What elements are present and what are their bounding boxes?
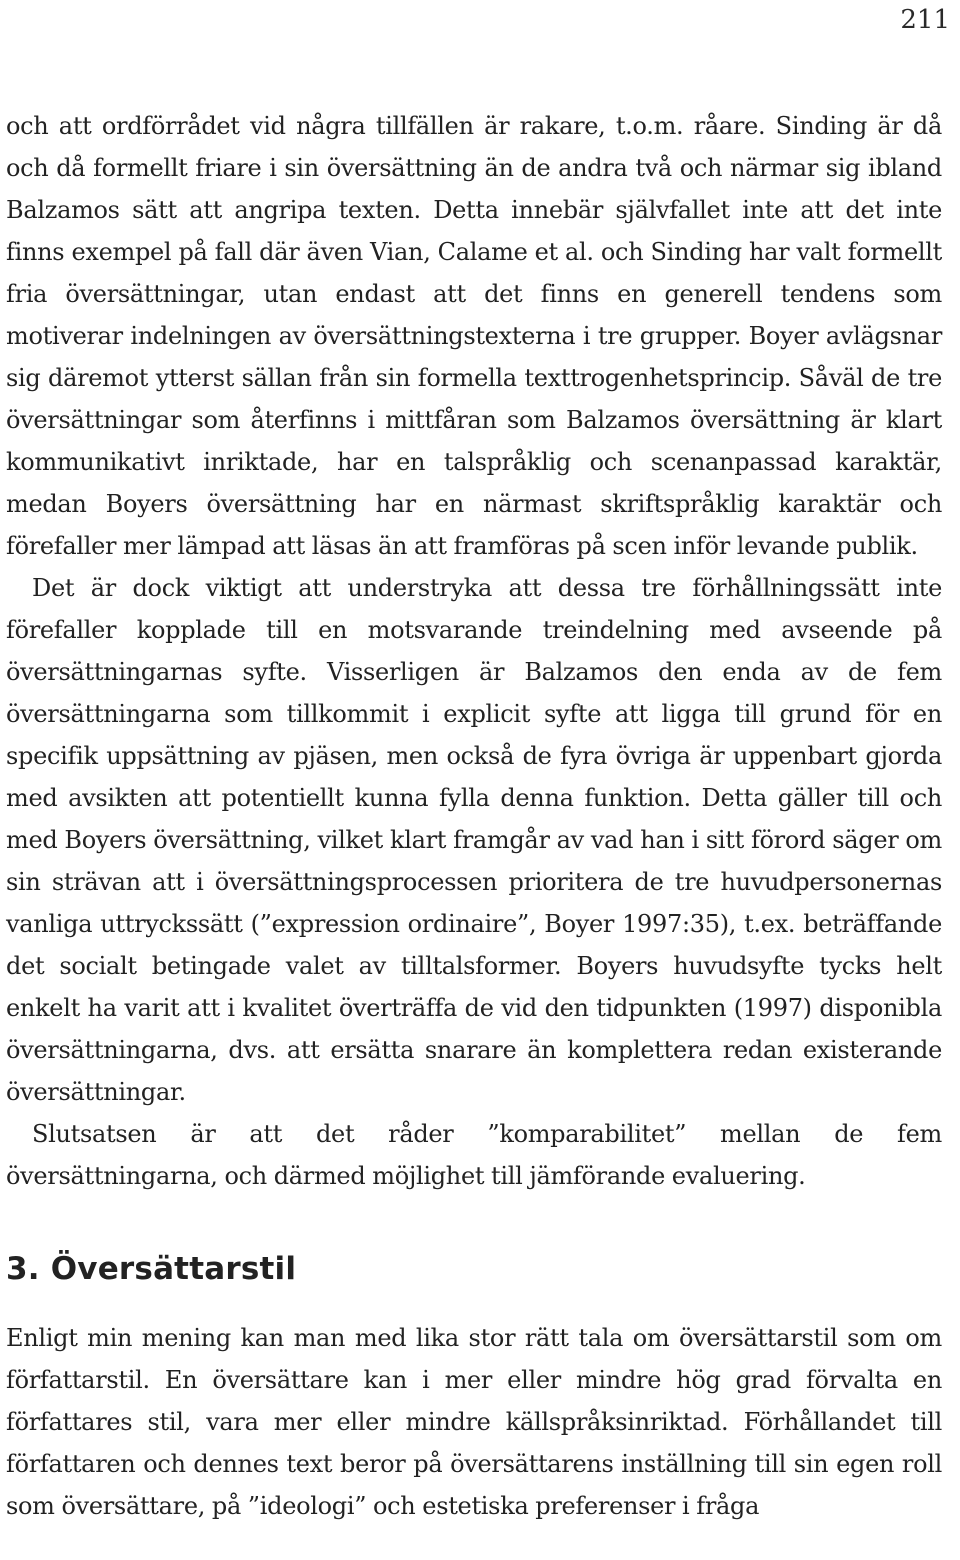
section-paragraph-1: Enligt min mening kan man med lika stor rätt tala om översättarstil som om författarstil. En översättare kan i mer eller mindre hög grad förvalta en författares stil, vara mer eller mindre källspråksinriktad. Förhållandet till författaren och dennes text beror på översättarens inställning till sin egen roll som översättare, på ”ideologi” och estetiska preferenser i fråga [6,1324,942,1520]
body-paragraph-2: Det är dock viktigt att understryka att dessa tre förhållningssätt inte förefaller kopplade till en motsvarande treindelning med avseende på översättningarnas syfte. Visserligen är Balzamos den enda av de fem översättningarna som tillkommit i explicit syfte att ligga till grund för en specifik uppsättning av pjäsen, men också de fyra övriga är uppenbart gjorda med avsikten att potentiellt kunna fylla denna funktion. Detta gäller till och med Boyers översättning, vilket klart framgår av vad han i sitt förord säger om sin strävan att i översättningsprocessen prioritera de tre huvudpersonernas vanliga uttryckssätt (”expression ordinaire”, Boyer 1997:35), t.ex. beträffande det socialt betingade valet av tilltalsformer. Boyers huvudsyfte tycks helt enkelt ha varit att i kvalitet överträffa de vid den tidpunkten (1997) disponibla översättningarna, dvs. att ersätta snarare än komplettera redan existerande översättningar. [6,574,942,1106]
body-paragraph-1: och att ordförrådet vid några tillfällen är rakare, t.o.m. råare. Sinding är då och då formellt friare i sin översättning än de andra två och närmar sig ibland Balzamos sätt att angripa texten. Detta innebär självfallet inte att det inte finns exempel på fall där även Vian, Calame et al. och Sinding har valt formellt fria översättningar, utan endast att det finns en generell tendens som motiverar indelningen av översättningstexterna i tre grupper. Boyer avlägsnar sig däremot ytterst sällan från sin formella texttrogenhetsprincip. Såväl de tre översättningar som återfinns i mittfåran som Balzamos översättning är klart kommunikativt inriktade, har en talspråklig och scenanpassad karaktär, medan Boyers översättning har en närmast skriftspråklig karaktär och förefaller mer lämpad att läsas än att framföras på scen inför levande publik. [6,112,942,560]
page-number: 211 [900,5,950,35]
section-heading: 3. Översättarstil [6,1251,297,1287]
body-paragraph-3: Slutsatsen är att det råder ”komparabilitet” mellan de fem översättningarna, och därmed möjlighet till jämförande evaluering. [6,1120,942,1190]
page-body [6,105,942,1527]
